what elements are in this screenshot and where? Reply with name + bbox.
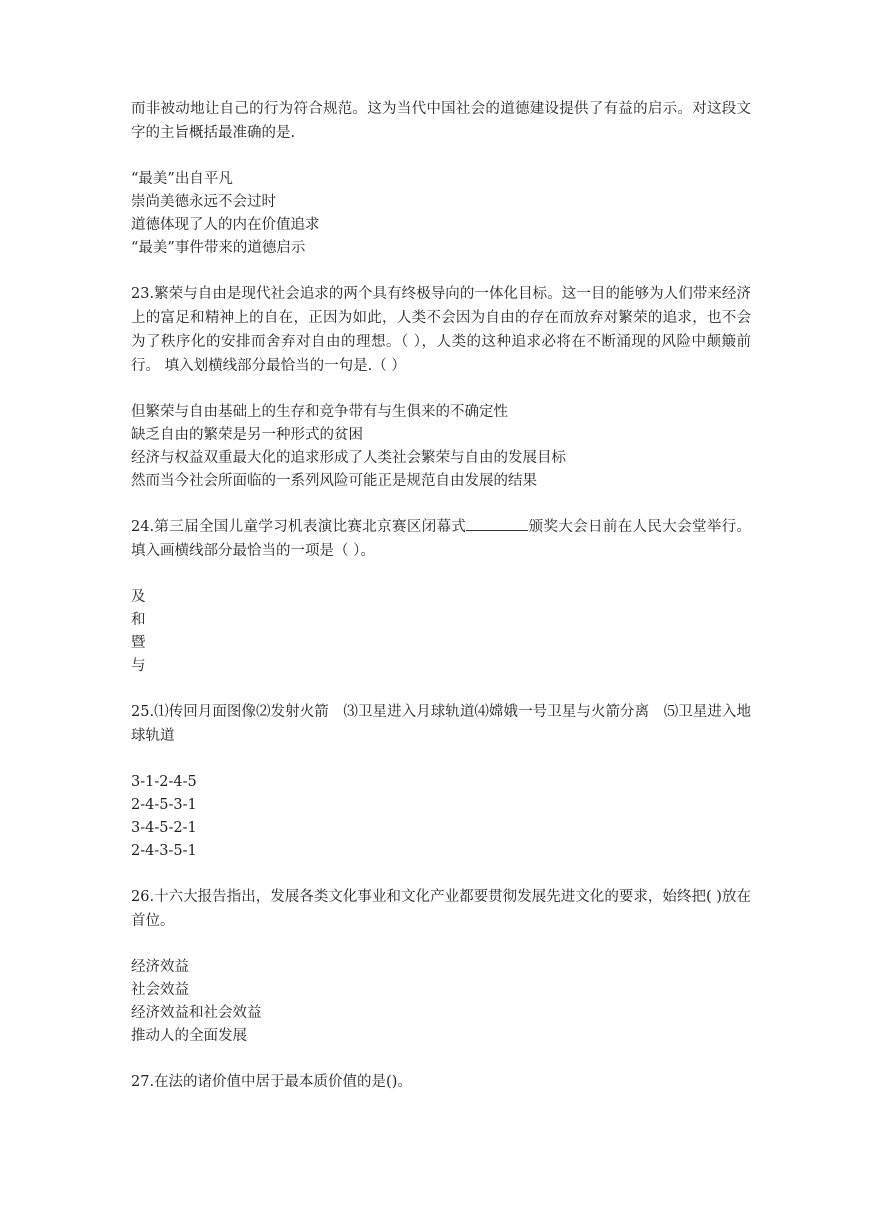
option-item: 暨 bbox=[131, 635, 146, 651]
option-item: 与 bbox=[131, 658, 146, 674]
option-item: 及 bbox=[131, 589, 146, 605]
option-item: 经济与权益双重最大化的追求形成了人类社会繁荣与自由的发展目标 bbox=[131, 450, 566, 466]
option-list bbox=[131, 771, 751, 863]
option-item: 2-4-3-5-1 bbox=[131, 843, 197, 859]
option-item: 但繁荣与自由基础上的生存和竞争带有与生俱来的不确定性 bbox=[131, 404, 508, 420]
question-stem: 25.⑴传回月面图像⑵发射火箭 ⑶卫星进入月球轨道⑷嫦娥一号卫星与火箭分离 ⑸卫星进入地球轨道 bbox=[131, 704, 751, 744]
option-list bbox=[131, 401, 751, 493]
option-item: 然而当今社会所面临的一系列风险可能正是规范自由发展的结果 bbox=[131, 473, 537, 489]
option-item: 经济效益和社会效益 bbox=[131, 1005, 262, 1021]
option-item: “最美”事件带来的道德启示 bbox=[131, 240, 306, 256]
document-page bbox=[131, 97, 751, 1094]
option-list bbox=[131, 168, 751, 260]
option-item: 社会效益 bbox=[131, 982, 189, 998]
question-stem: 23.繁荣与自由是现代社会追求的两个具有终极导向的一体化目标。这一目的能够为人们带来经济上的富足和精神上的自在，正因为如此，人类不会因为自由的存在而放弃对繁荣的追求，也不会为了秩序化的安排而舍弃对自由的理想。（ ），人类的这种追求必将在不断涌现的风险中颠簸前行。 填入划横线部分最恰当的一句是.（ ） bbox=[131, 286, 751, 374]
option-item: 3-4-5-2-1 bbox=[131, 820, 197, 836]
option-list bbox=[131, 586, 751, 678]
option-item: 道德体现了人的内在价值追求 bbox=[131, 217, 320, 233]
option-item: 3-1-2-4-5 bbox=[131, 774, 197, 790]
option-item: “最美”出自平凡 bbox=[131, 171, 233, 187]
question-stem: 27.在法的诸价值中居于最本质价值的是()。 bbox=[131, 1074, 412, 1090]
question-stem: 26.十六大报告指出，发展各类文化事业和文化产业都要贯彻发展先进文化的要求，始终把( )放在首位。 bbox=[131, 889, 751, 929]
question-stem bbox=[131, 515, 751, 563]
question-stem-part: 24.第三届全国儿童学习机表演比赛北京赛区闭幕式 bbox=[131, 519, 467, 535]
option-item: 经济效益 bbox=[131, 959, 189, 975]
question-stem: 而非被动地让自己的行为符合规范。这为当代中国社会的道德建设提供了有益的启示。对这段文字的主旨概括最准确的是. bbox=[131, 101, 751, 141]
question-stem-part: 颁奖大会日前在人民大会堂举行。填入画横线部分最恰当的一项是（ ）。 bbox=[131, 519, 752, 559]
option-item: 崇尚美德永远不会过时 bbox=[131, 194, 276, 210]
option-item: 2-4-5-3-1 bbox=[131, 797, 197, 813]
option-list bbox=[131, 956, 751, 1048]
option-item: 推动人的全面发展 bbox=[131, 1028, 247, 1044]
option-item: 缺乏自由的繁荣是另一种形式的贫困 bbox=[131, 427, 363, 443]
option-item: 和 bbox=[131, 612, 146, 628]
fill-in-blank bbox=[466, 516, 528, 531]
